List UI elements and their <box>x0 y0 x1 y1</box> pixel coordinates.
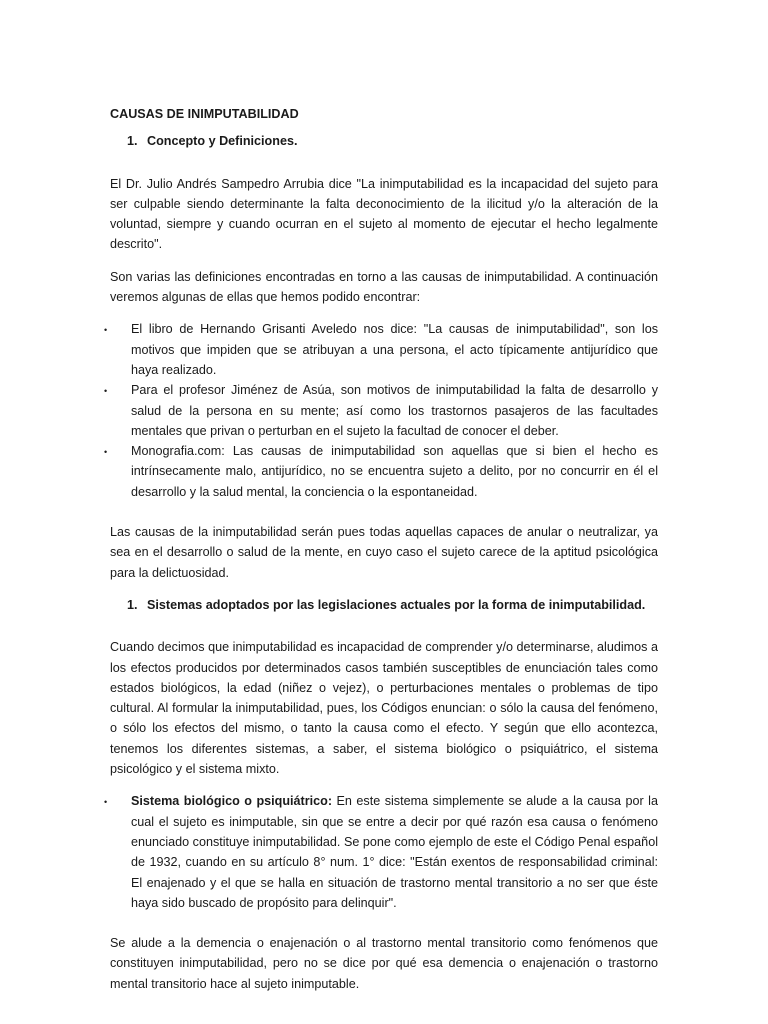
bullet-icon: • <box>104 325 108 336</box>
section-number: 1. <box>127 597 138 612</box>
section-title: Concepto y Definiciones. <box>147 134 298 149</box>
bullet-icon: • <box>104 386 108 397</box>
list-item-lead: Sistema biológico o psiquiátrico: <box>131 794 333 809</box>
document-body <box>104 104 658 1006</box>
spacer <box>110 514 658 522</box>
list-item <box>104 791 658 913</box>
list-item <box>104 441 658 502</box>
systems-list <box>104 791 658 913</box>
paragraph-systems-explanation: Cuando decimos que inimputabilidad es incapacidad de comprender y/o determinarse, aludimos a los efectos producidos por determinados casos también susceptibles de enunciación tales como estados biológicos, la edad (niñez o vejez), o perturbaciones mentales o problemas de tipo cultural. Al formular la inimputabilidad, pues, los Códigos enuncian: o sólo la causa del fenómeno, o sólo los efectos del mismo, o tanto la causa como el efecto. Y según que ello acontezca, tenemos los diferentes sistemas, a saber, el sistema biológico o psiquiátrico, el sistema psicológico y el sistema mixto. <box>110 640 658 777</box>
bullet-icon: • <box>104 447 108 458</box>
section-title: Sistemas adoptados por las legislaciones actuales por la forma de inimputabilidad. <box>147 597 646 612</box>
list-item-body: En este sistema simplemente se alude a la causa por la cual el sujeto es inimputable, sin que se entre a decir por qué razón esa causa o fenómeno enunciado constituye inimputabilidad. Se pone como ejemplo de este el Código Penal español de 1932, cuando en su artículo 8° num. 1° dice: "Están exentos de responsabilidad criminal: El enajenado y el que se halla en situación de trastorno mental transitorio a no ser que éste haya sido buscado de propósito para delinquir". <box>131 794 658 910</box>
section-number: 1. <box>127 134 138 149</box>
paragraph-sampedro-definition: El Dr. Julio Andrés Sampedro Arrubia dice "La inimputabilidad es la incapacidad del sujeto para ser culpable siendo determinante la falta deconocimiento de la ilicitud y/o la alteración de la voluntad, siempre y cuando ocurran en el sujeto al momento de ejecutar el hecho legalmente descrito". <box>110 176 658 252</box>
paragraph-dementia: Se alude a la demencia o enajenación o al trastorno mental transitorio como fenómenos que constituyen inimputabilidad, pero no se dice por qué esa demencia o enajenación o trastorno mental transitorio hace al sujeto inimputable. <box>110 936 658 991</box>
list-item-text: El libro de Hernando Grisanti Aveledo nos dice: "La causas de inimputabilidad", son los motivos que impiden que se atribuyan a una persona, el acto típicamente antijurídico que haya realizado. <box>131 322 658 377</box>
list-item-text: Monografia.com: Las causas de inimputabilidad son aquellas que si bien el hecho es intrínsecamente malo, antijurídico, no se encuentra sujeto a delito, por no concurrir en él el desarrollo y la salud mental, la conciencia o la espontaneidad. <box>131 444 658 499</box>
list-item-text: Para el profesor Jiménez de Asúa, son motivos de inimputabilidad la falta de desarrollo y salud de la persona en su mente; así como los trastornos pasajeros de las facultades mentales que privan o perturban en el sujeto la facultad de conocer el deber. <box>131 383 658 438</box>
document-title: CAUSAS DE INIMPUTABILIDAD <box>110 107 299 121</box>
list-item-text <box>131 791 658 913</box>
definitions-list <box>104 319 658 502</box>
section-heading-sistemas <box>127 595 658 615</box>
bullet-icon: • <box>104 797 108 808</box>
paragraph-causes-summary: Las causas de la inimputabilidad serán pues todas aquellas capaces de anular o neutralizar, ya sea en el desarrollo o salud de la mente, en cuyo caso el sujeto carece de la aptitud psicológica para la delictuosidad. <box>110 525 658 580</box>
list-item <box>104 319 658 380</box>
spacer <box>110 925 658 933</box>
list-item <box>104 380 658 441</box>
section-heading-concepto <box>127 131 658 151</box>
paragraph-definitions-intro: Son varias las definiciones encontradas en torno a las causas de inimputabilidad. A continuación veremos algunas de ellas que hemos podido encontrar: <box>110 269 658 305</box>
